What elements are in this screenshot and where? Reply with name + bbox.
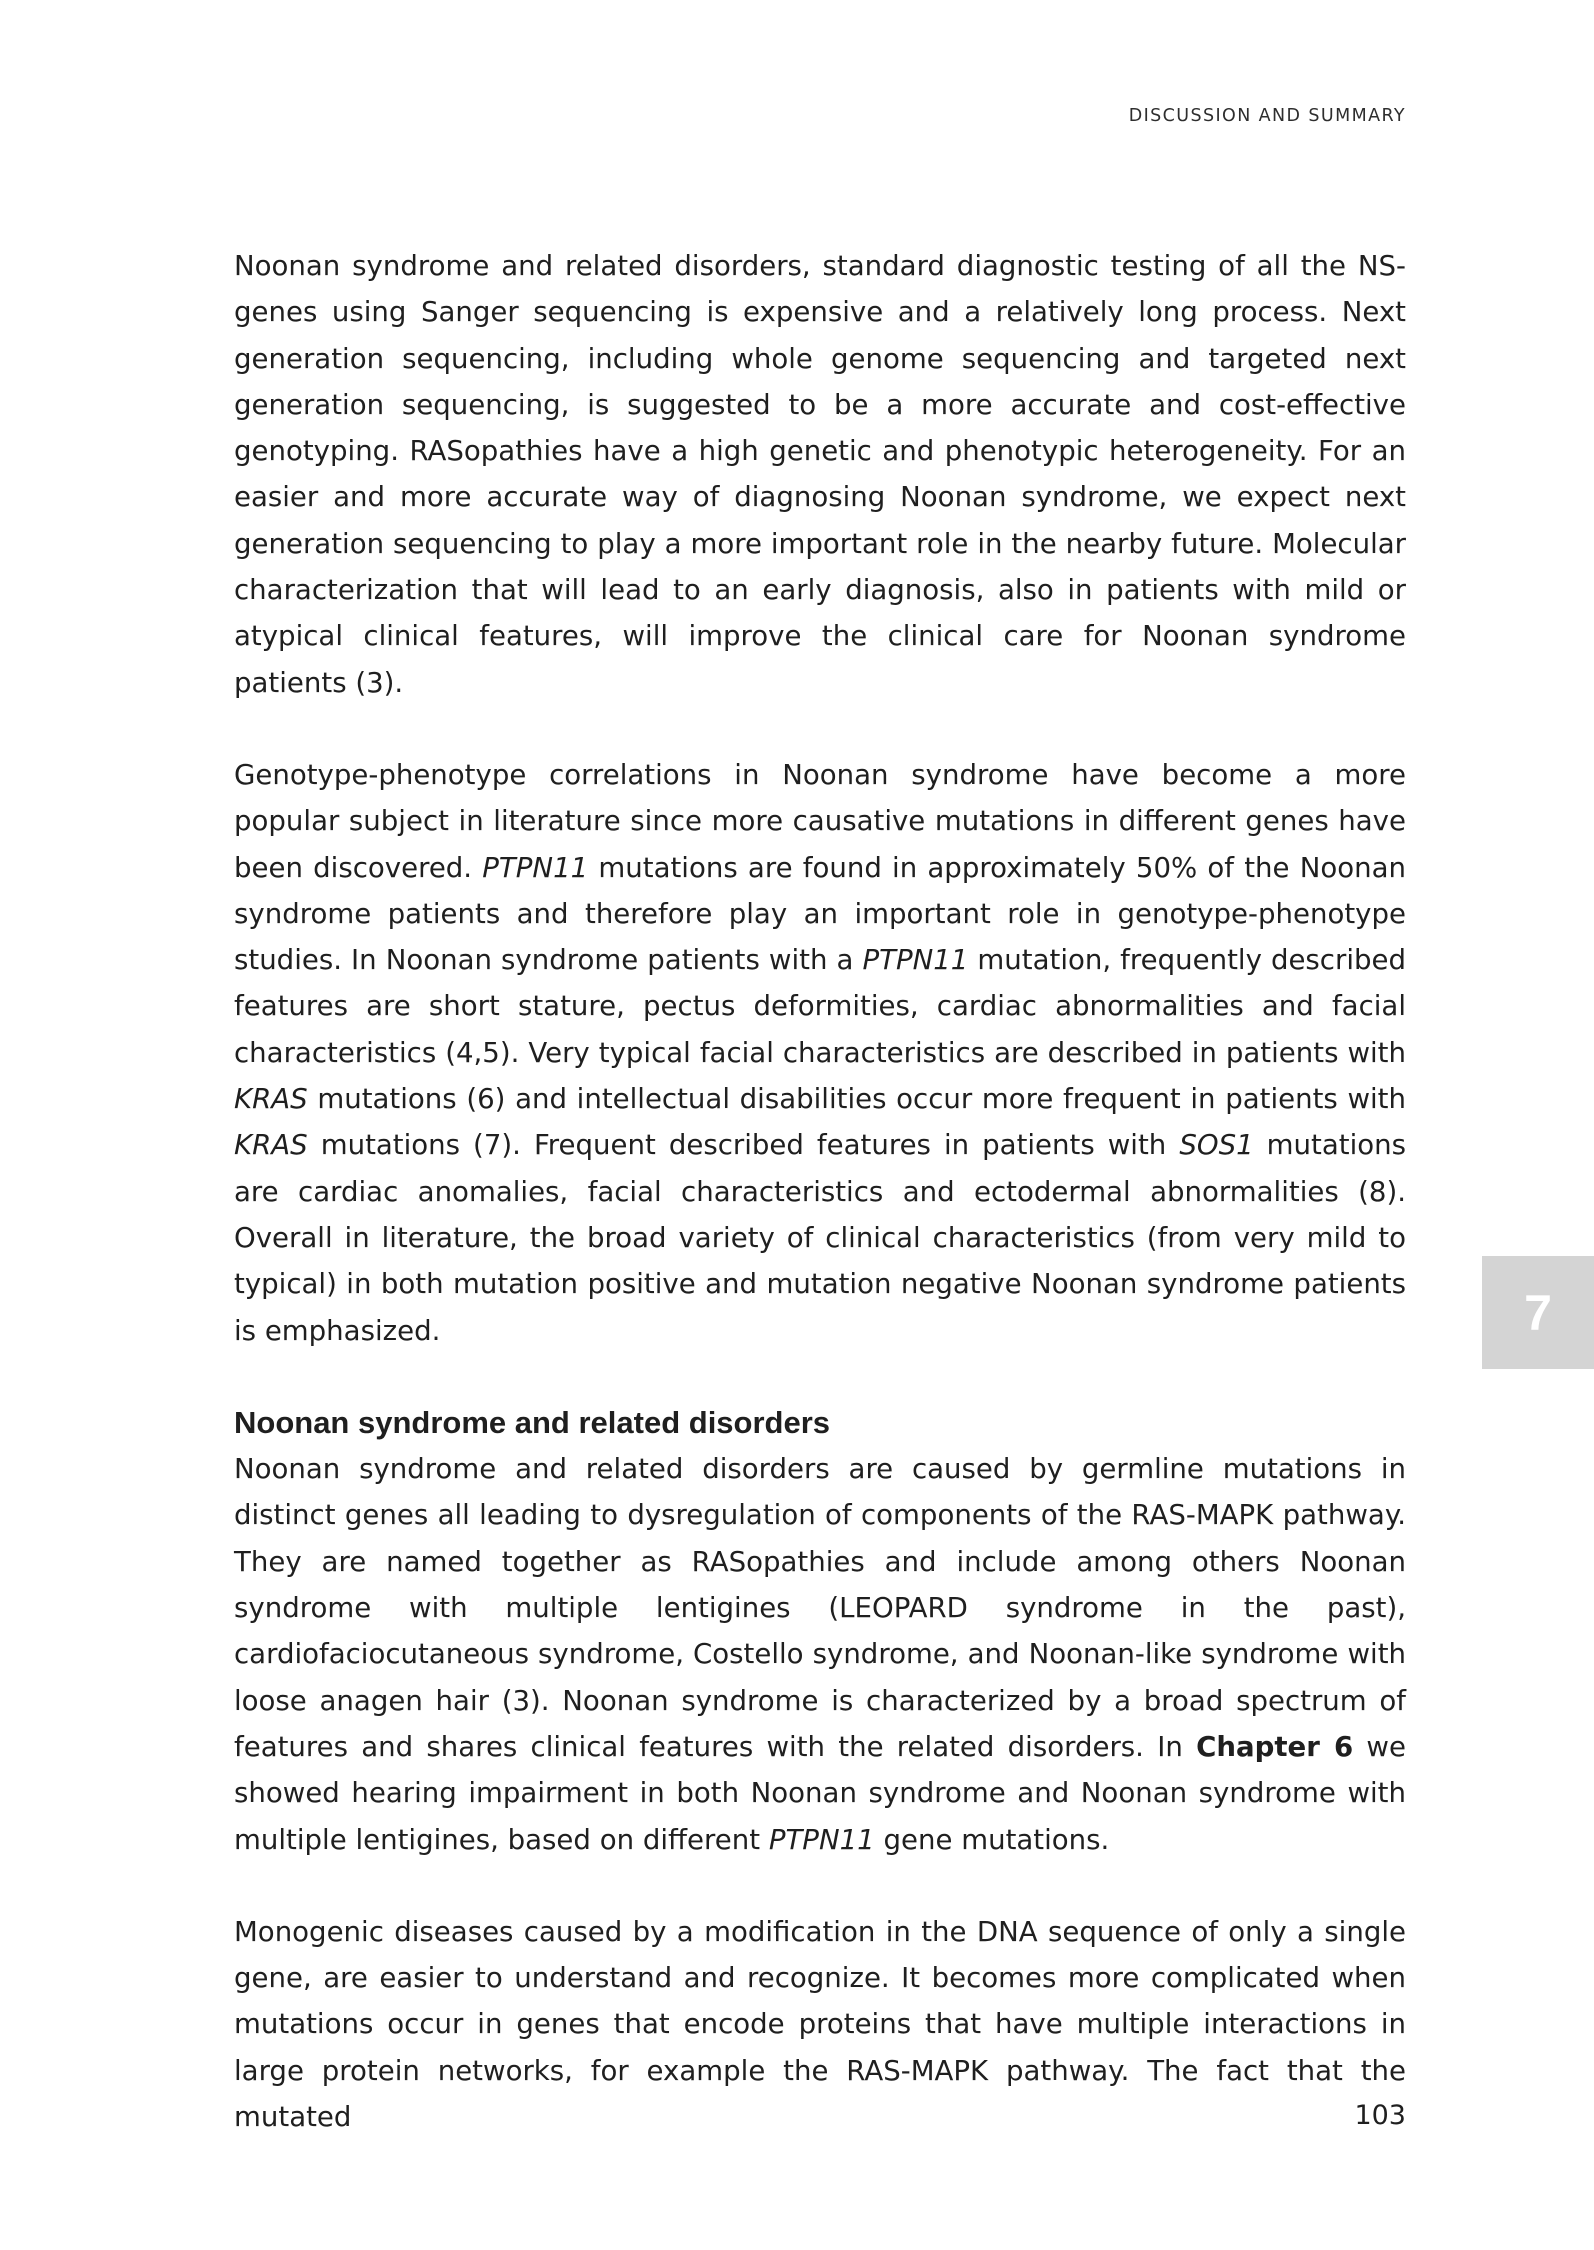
gene-name: KRAS [234,1082,308,1116]
main-text [234,243,1406,2140]
gene-name: PTPN11 [768,1822,875,1856]
text-run: mutations are cardiac anomalies, facial characteristics and ectodermal abnormalities (8). Overall in literature, the broad variety of clinical characteristics (from very mild to typical) in both mutation positive and mutation negative Noonan syndrome patients is emphasized. [234,1128,1406,1347]
paragraph-rasopathies [234,1446,1406,1863]
text-run: mutation, frequently described features are short stature, pectus deformities, cardiac abnormalities and facial characteristics (4,5). Very typical facial characteristics are described in patients with [234,943,1407,1069]
paragraph-diagnostics: Noonan syndrome and related disorders, standard diagnostic testing of all the NS-genes using Sanger sequencing is expensive and a relatively long process. Next generation sequencing, including whole genome sequencing and targeted next generation sequencing, is suggested to be a more accurate and cost-effective genotyping. RASopathies have a high genetic and phenotypic heterogeneity. For an easier and more accurate way of diagnosing Noonan syndrome, we expect next generation sequencing to play a more important role in the nearby future. Molecular characterization that will lead to an early diagnosis, also in patients with mild or atypical clinical features, will improve the clinical care for Noonan syndrome patients (3). [234,249,1406,699]
text-run: mutations are found in approximately 50% of the Noonan syndrome patients and therefore play an important role in genotype-phenotype studies. In Noonan syndrome patients with a [234,850,1407,977]
gene-name: PTPN11 [482,850,589,884]
text-run: mutations (7). Frequent described features in patients with [307,1128,1180,1162]
text-run: gene mutations. [874,1822,1110,1856]
section-heading: Noonan syndrome and related disorders [234,1404,831,1440]
chapter-tab [1482,1256,1594,1369]
chapter-reference: Chapter 6 [1196,1729,1354,1763]
paragraph-genotype-phenotype [234,752,1406,1354]
text-run: Noonan syndrome and related disorders are caused by germline mutations in distinct genes all leading to dysregulation of components of the RAS-MAPK pathway. They are named together as RASopathies and include among others Noonan syndrome with multiple lentigines (LEOPARD syndrome in the past), cardiofaciocutaneous syndrome, Costello syndrome, and Noonan-like syndrome with loose anagen hair (3). Noonan syndrome is characterized by a broad spectrum of features and shares clinical features with the related disorders. In [234,1452,1406,1763]
page-number: 103 [1354,2100,1406,2131]
running-header: DISCUSSION AND SUMMARY [1128,106,1406,126]
chapter-tab-number: 7 [1524,1284,1552,1341]
paragraph-monogenic: Monogenic diseases caused by a modification in the DNA sequence of only a single gene, are easier to understand and recognize. It becomes more complicated when mutations occur in genes that encode proteins that have multiple interactions in large protein networks, for example the RAS-MAPK pathway. The fact that the mutated [234,1914,1406,2133]
text-run: mutations (6) and intellectual disabilities occur more frequent in patients with [307,1082,1406,1116]
gene-name: SOS1 [1179,1128,1254,1162]
gene-name: PTPN11 [862,943,969,977]
gene-name: KRAS [234,1128,308,1162]
text-run: Genotype-phenotype correlations in Noonan syndrome have become a more popular subject in literature since more causative mutations in different genes have been discovered. [234,757,1406,884]
text-run: we showed hearing impairment in both Noonan syndrome and Noonan syndrome with multiple lentigines, based on different [234,1729,1406,1856]
